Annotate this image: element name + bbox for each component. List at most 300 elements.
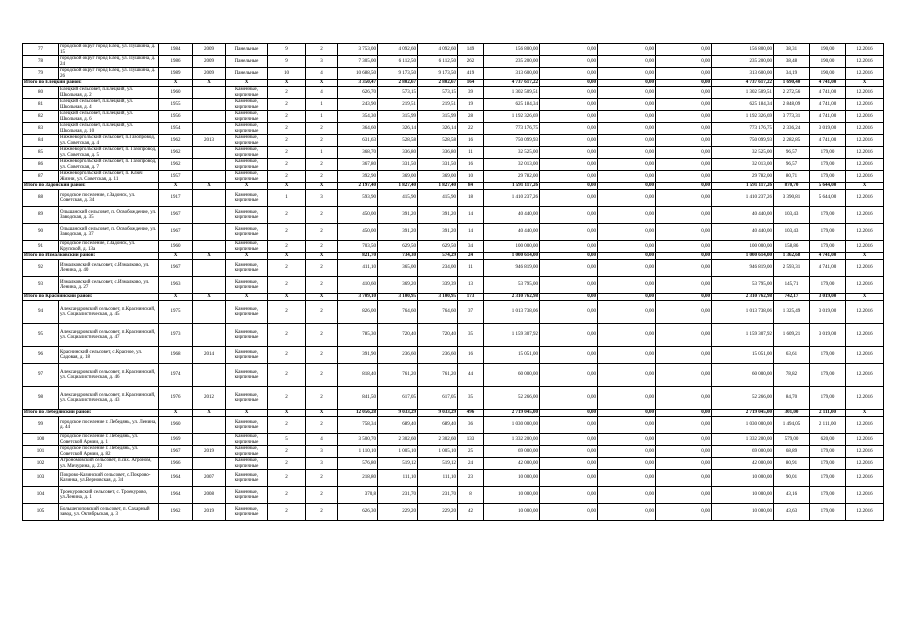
residential-area-cell: 231,70: [418, 487, 458, 504]
table-row: [23, 56, 884, 68]
owners-cost-cell: 1 591 117,26: [712, 183, 774, 190]
regional-cost-cell: 0,00: [598, 470, 656, 487]
total-cost-cell: 32 525,00: [484, 147, 540, 159]
residents-cell: 11: [458, 147, 484, 159]
living-area-cell: 1 827,40: [378, 183, 418, 190]
fund-cost-cell: 0,00: [540, 364, 598, 387]
total-area-cell: 626,70: [338, 87, 378, 99]
residential-area-cell: 720,40: [418, 324, 458, 347]
fund-cost-cell: 0,00: [540, 470, 598, 487]
address-cell: Краснинский сельсовет, с.Красное, ул. Садовая, д. 18: [59, 347, 159, 364]
table-row: [23, 224, 884, 241]
year-privatized-cell: X: [193, 253, 226, 260]
residents-cell: 16: [458, 159, 484, 171]
address-cell: Большепоповский сельсовет, п. Сахарный завод, ул. Октябрьская, д. 3: [59, 504, 159, 521]
table-row: [23, 68, 884, 80]
deadline-cell: 12.2016: [846, 487, 884, 504]
floors-cell: 2: [268, 324, 306, 347]
subtotal-label: Итого по Лебедянский район:: [23, 410, 159, 417]
residents-cell: 36: [458, 417, 484, 434]
floors-cell: 2: [268, 260, 306, 277]
total-area-cell: 3 753,00: [338, 44, 378, 56]
regional-cost-cell: 0,00: [598, 260, 656, 277]
subtotal-row: [23, 294, 884, 301]
owners-cost-cell: 32 525,00: [712, 147, 774, 159]
living-area-cell: 6 112,50: [378, 56, 418, 68]
unit-cost-cell: 1 362,68: [774, 253, 810, 260]
row-number: 94: [23, 301, 59, 324]
entrances-cell: 2: [306, 324, 338, 347]
residents-cell: 42: [458, 504, 484, 521]
owners-cost-cell: 2 310 762,98: [712, 294, 774, 301]
entrances-cell: X: [306, 183, 338, 190]
row-number: 96: [23, 347, 59, 364]
regional-cost-cell: 0,00: [598, 147, 656, 159]
total-cost-cell: 10 000,00: [484, 504, 540, 521]
max-unit-cost-cell: 3 019,00: [810, 294, 846, 301]
max-unit-cost-cell: 2 111,00: [810, 417, 846, 434]
table-row: [23, 207, 884, 224]
year-built-cell: 1967: [159, 207, 193, 224]
owners-cost-cell: 10 000,00: [712, 487, 774, 504]
residents-cell: 11: [458, 260, 484, 277]
deadline-cell: X: [846, 183, 884, 190]
unit-cost-cell: 2 282,85: [774, 135, 810, 147]
floors-cell: 2: [268, 458, 306, 470]
max-unit-cost-cell: 179,00: [810, 446, 846, 458]
max-unit-cost-cell: 179,00: [810, 207, 846, 224]
wall-material-cell: Каменные, кирпичные: [226, 470, 268, 487]
residential-area-cell: 236,60: [418, 347, 458, 364]
unit-cost-cell: 1 494,05: [774, 417, 810, 434]
total-area-cell: 12 056,28: [338, 410, 378, 417]
owners-cost-cell: 1 192 326,69: [712, 111, 774, 123]
max-unit-cost-cell: 179,00: [810, 470, 846, 487]
floors-cell: 9: [268, 44, 306, 56]
deadline-cell: 12.2016: [846, 111, 884, 123]
unit-cost-cell: 96,57: [774, 147, 810, 159]
regional-cost-cell: 0,00: [598, 80, 656, 87]
address-cell: городское поселение г. Лебедянь, ул. Советской Армии, д. 1: [59, 434, 159, 446]
year-privatized-cell: [193, 458, 226, 470]
owners-cost-cell: 1 302 509,51: [712, 87, 774, 99]
living-area-cell: 315,99: [378, 111, 418, 123]
entrances-cell: 2: [306, 224, 338, 241]
total-area-cell: 10 688,50: [338, 68, 378, 80]
wall-material-cell: Каменные, кирпичные: [226, 504, 268, 521]
address-cell: городской округ город Елец, ул. Пушкина, д. 26: [59, 68, 159, 80]
wall-material-cell: X: [226, 183, 268, 190]
table-row: [23, 135, 884, 147]
municipal-cost-cell: 0,00: [656, 417, 712, 434]
unit-cost-cell: 2 593,31: [774, 260, 810, 277]
residents-cell: 8: [458, 487, 484, 504]
residential-area-cell: 689,40: [418, 417, 458, 434]
fund-cost-cell: 0,00: [540, 80, 598, 87]
fund-cost-cell: 0,00: [540, 458, 598, 470]
row-number: 87: [23, 171, 59, 183]
wall-material-cell: X: [226, 253, 268, 260]
floors-cell: 2: [268, 387, 306, 410]
entrances-cell: 2: [306, 364, 338, 387]
residents-cell: 262: [458, 56, 484, 68]
address-cell: Нижневорголъский сельсовет, п. Ключ Жизни, ул. Советская, д. 11: [59, 171, 159, 183]
deadline-cell: 12.2016: [846, 347, 884, 364]
entrances-cell: X: [306, 410, 338, 417]
wall-material-cell: Каменные, кирпичные: [226, 171, 268, 183]
municipal-cost-cell: 0,00: [656, 224, 712, 241]
municipal-cost-cell: 0,00: [656, 56, 712, 68]
subtotal-row: [23, 183, 884, 190]
owners-cost-cell: 40 440,00: [712, 207, 774, 224]
fund-cost-cell: 0,00: [540, 159, 598, 171]
regional-cost-cell: 0,00: [598, 111, 656, 123]
subtotal-row: [23, 253, 884, 260]
deadline-cell: 12.2016: [846, 68, 884, 80]
fund-cost-cell: 0,00: [540, 487, 598, 504]
wall-material-cell: X: [226, 80, 268, 87]
total-cost-cell: 946 819,00: [484, 260, 540, 277]
residential-area-cell: 9 033,29: [418, 410, 458, 417]
year-privatized-cell: 2013: [193, 135, 226, 147]
table-row: [23, 123, 884, 135]
floors-cell: X: [268, 183, 306, 190]
deadline-cell: 12.2016: [846, 159, 884, 171]
fund-cost-cell: 0,00: [540, 183, 598, 190]
entrances-cell: 2: [306, 417, 338, 434]
address-cell: городской округ город Елец, ул. Пушкина, д. 15: [59, 44, 159, 56]
deadline-cell: X: [846, 410, 884, 417]
year-privatized-cell: [193, 224, 226, 241]
year-privatized-cell: [193, 147, 226, 159]
residential-area-cell: 629,50: [418, 241, 458, 253]
table-row: [23, 147, 884, 159]
total-cost-cell: 4 737 617,22: [484, 80, 540, 87]
wall-material-cell: Панельные: [226, 56, 268, 68]
living-area-cell: 617,05: [378, 387, 418, 410]
deadline-cell: 12.2016: [846, 301, 884, 324]
entrances-cell: 1: [306, 99, 338, 111]
year-built-cell: 1973: [159, 324, 193, 347]
wall-material-cell: Панельные: [226, 44, 268, 56]
living-area-cell: 369,20: [378, 277, 418, 294]
entrances-cell: 3: [306, 190, 338, 207]
floors-cell: X: [268, 294, 306, 301]
total-area-cell: 367,80: [338, 159, 378, 171]
unit-cost-cell: 34,19: [774, 68, 810, 80]
entrances-cell: 4: [306, 87, 338, 99]
residential-area-cell: 111,10: [418, 470, 458, 487]
entrances-cell: 2: [306, 277, 338, 294]
floors-cell: 2: [268, 99, 306, 111]
residents-cell: 34: [458, 241, 484, 253]
total-cost-cell: 1 030 000,00: [484, 417, 540, 434]
year-privatized-cell: [193, 207, 226, 224]
residents-cell: 44: [458, 364, 484, 387]
municipal-cost-cell: 0,00: [656, 68, 712, 80]
residential-area-cell: 1 005,10: [418, 446, 458, 458]
deadline-cell: 12.2016: [846, 504, 884, 521]
fund-cost-cell: 0,00: [540, 294, 598, 301]
max-unit-cost-cell: 3 019,00: [810, 123, 846, 135]
residential-area-cell: 617,05: [418, 387, 458, 410]
residents-cell: 133: [458, 434, 484, 446]
table-row: [23, 364, 884, 387]
table-body: [23, 44, 884, 521]
total-area-cell: 243,90: [338, 99, 378, 111]
year-privatized-cell: X: [193, 80, 226, 87]
total-area-cell: 593,90: [338, 190, 378, 207]
year-privatized-cell: [193, 87, 226, 99]
total-area-cell: 826,00: [338, 301, 378, 324]
entrances-cell: 2: [306, 159, 338, 171]
floors-cell: 1: [268, 190, 306, 207]
year-built-cell: 1968: [159, 347, 193, 364]
living-area-cell: 1 005,10: [378, 446, 418, 458]
wall-material-cell: Каменные, кирпичные: [226, 387, 268, 410]
entrances-cell: 2: [306, 347, 338, 364]
municipal-cost-cell: 0,00: [656, 111, 712, 123]
unit-cost-cell: 3 390,81: [774, 190, 810, 207]
total-area-cell: 3 500,70: [338, 434, 378, 446]
deadline-cell: 12.2016: [846, 147, 884, 159]
residential-area-cell: 369,00: [418, 171, 458, 183]
row-number: 78: [23, 56, 59, 68]
total-area-cell: 392,90: [338, 171, 378, 183]
floors-cell: 2: [268, 241, 306, 253]
year-built-cell: 1962: [159, 135, 193, 147]
residents-cell: 496: [458, 410, 484, 417]
regional-cost-cell: 0,00: [598, 183, 656, 190]
municipal-cost-cell: 0,00: [656, 44, 712, 56]
entrances-cell: 2: [306, 487, 338, 504]
entrances-cell: 1: [306, 111, 338, 123]
owners-cost-cell: 1 013 738,06: [712, 301, 774, 324]
table-row: [23, 347, 884, 364]
housing-repair-table: [22, 43, 884, 521]
municipal-cost-cell: 0,00: [656, 410, 712, 417]
living-area-cell: 761,20: [378, 364, 418, 387]
floors-cell: 2: [268, 123, 306, 135]
fund-cost-cell: 0,00: [540, 387, 598, 410]
municipal-cost-cell: 0,00: [656, 387, 712, 410]
year-privatized-cell: X: [193, 183, 226, 190]
address-cell: Александровский сельсовет, п.Краснинский, ул. Социалистическая, д. 47: [59, 324, 159, 347]
floors-cell: 2: [268, 364, 306, 387]
wall-material-cell: Каменные, кирпичные: [226, 446, 268, 458]
address-cell: Измалковский сельсовет, с.Измалково, ул. Ленина, д. 27: [59, 277, 159, 294]
year-built-cell: 1967: [159, 224, 193, 241]
table-row: [23, 111, 884, 123]
address-cell: городское поселение, г.Задонск, ул. Крупской, д. 13а: [59, 241, 159, 253]
regional-cost-cell: 0,00: [598, 347, 656, 364]
regional-cost-cell: 0,00: [598, 241, 656, 253]
regional-cost-cell: 0,00: [598, 364, 656, 387]
owners-cost-cell: 156 800,00: [712, 44, 774, 56]
address-cell: городское поселение г. Лебедянь, ул. Ленина, д. 44: [59, 417, 159, 434]
living-area-cell: 9 173,50: [378, 68, 418, 80]
entrances-cell: 3: [306, 446, 338, 458]
residential-area-cell: 229,20: [418, 504, 458, 521]
living-area-cell: 231,70: [378, 487, 418, 504]
entrances-cell: X: [306, 294, 338, 301]
residential-area-cell: 234,00: [418, 260, 458, 277]
total-area-cell: 410,60: [338, 277, 378, 294]
living-area-cell: 629,50: [378, 241, 418, 253]
total-cost-cell: 40 440,00: [484, 224, 540, 241]
wall-material-cell: Каменные, кирпичные: [226, 434, 268, 446]
residential-area-cell: 315,99: [418, 111, 458, 123]
fund-cost-cell: 0,00: [540, 446, 598, 458]
regional-cost-cell: 0,00: [598, 301, 656, 324]
subtotal-label: Итого по Елецкий район:: [23, 80, 159, 87]
row-number: 81: [23, 99, 59, 111]
wall-material-cell: Каменные, кирпичные: [226, 458, 268, 470]
residents-cell: 173: [458, 294, 484, 301]
wall-material-cell: Каменные, кирпичные: [226, 224, 268, 241]
regional-cost-cell: 0,00: [598, 504, 656, 521]
address-cell: Измалковский сельсовет, с.Измалково, ул. Ленина, д. 40: [59, 260, 159, 277]
municipal-cost-cell: 0,00: [656, 324, 712, 347]
total-area-cell: 1 110,10: [338, 446, 378, 458]
subtotal-row: [23, 80, 884, 87]
deadline-cell: 12.2016: [846, 387, 884, 410]
residents-cell: 84: [458, 183, 484, 190]
year-built-cell: X: [159, 410, 193, 417]
table-row: [23, 458, 884, 470]
wall-material-cell: Каменные, кирпичные: [226, 417, 268, 434]
max-unit-cost-cell: 179,00: [810, 171, 846, 183]
max-unit-cost-cell: 190,00: [810, 44, 846, 56]
address-cell: Ольшанский сельсовет, п. Освобождение, ул. Заводская, д. 35: [59, 207, 159, 224]
municipal-cost-cell: 0,00: [656, 253, 712, 260]
municipal-cost-cell: 0,00: [656, 159, 712, 171]
total-cost-cell: 1 302 509,51: [484, 87, 540, 99]
total-cost-cell: 2 310 762,98: [484, 294, 540, 301]
fund-cost-cell: 0,00: [540, 44, 598, 56]
year-privatized-cell: [193, 111, 226, 123]
year-built-cell: 1954: [159, 123, 193, 135]
year-built-cell: 1989: [159, 68, 193, 80]
wall-material-cell: Каменные, кирпичные: [226, 347, 268, 364]
municipal-cost-cell: 0,00: [656, 135, 712, 147]
residents-cell: 35: [458, 387, 484, 410]
address-cell: городской округ город Елец, ул. Пушкина, д. 24: [59, 56, 159, 68]
municipal-cost-cell: 0,00: [656, 123, 712, 135]
unit-cost-cell: 96,57: [774, 159, 810, 171]
year-privatized-cell: [193, 434, 226, 446]
living-area-cell: 111,10: [378, 470, 418, 487]
residents-cell: 18: [458, 190, 484, 207]
year-built-cell: 1963: [159, 277, 193, 294]
year-built-cell: X: [159, 183, 193, 190]
year-built-cell: 1955: [159, 99, 193, 111]
residential-area-cell: 3 100,95: [418, 294, 458, 301]
owners-cost-cell: 100 000,00: [712, 241, 774, 253]
entrances-cell: 4: [306, 434, 338, 446]
floors-cell: 10: [268, 68, 306, 80]
unit-cost-cell: 38,31: [774, 44, 810, 56]
table-row: [23, 44, 884, 56]
fund-cost-cell: 0,00: [540, 68, 598, 80]
entrances-cell: 4: [306, 68, 338, 80]
row-number: 104: [23, 487, 59, 504]
living-area-cell: 229,20: [378, 504, 418, 521]
living-area-cell: 9 033,29: [378, 410, 418, 417]
subtotal-label: Итого по Краснинский район:: [23, 294, 159, 301]
entrances-cell: 2: [306, 301, 338, 324]
entrances-cell: 3: [306, 458, 338, 470]
living-area-cell: 365,00: [378, 260, 418, 277]
year-privatized-cell: 2009: [193, 44, 226, 56]
row-number: 84: [23, 135, 59, 147]
municipal-cost-cell: 0,00: [656, 301, 712, 324]
deadline-cell: 12.2016: [846, 434, 884, 446]
total-area-cell: 364,60: [338, 123, 378, 135]
floors-cell: 2: [268, 207, 306, 224]
deadline-cell: X: [846, 253, 884, 260]
municipal-cost-cell: 0,00: [656, 277, 712, 294]
residents-cell: 16: [458, 135, 484, 147]
row-number: 88: [23, 190, 59, 207]
regional-cost-cell: 0,00: [598, 44, 656, 56]
address-cell: Покрово-Казинский сельсовет, с.Покрово-Казинка, ул.Верновская, д. 34: [59, 470, 159, 487]
fund-cost-cell: 0,00: [540, 123, 598, 135]
residents-cell: 16: [458, 347, 484, 364]
fund-cost-cell: 0,00: [540, 224, 598, 241]
max-unit-cost-cell: 179,00: [810, 504, 846, 521]
owners-cost-cell: 52 266,00: [712, 387, 774, 410]
max-unit-cost-cell: 3 019,00: [810, 301, 846, 324]
wall-material-cell: Каменные, кирпичные: [226, 123, 268, 135]
subtotal-label: Итого по Измалковский район:: [23, 253, 159, 260]
floors-cell: 2: [268, 135, 306, 147]
living-area-cell: 415,90: [378, 190, 418, 207]
address-cell: Александровский сельсовет, п.Краснинский, ул. Социалистическая, д. 45: [59, 301, 159, 324]
address-cell: Нижневорголъский сельсовет, п.Газопровод, ул. Советская, д. 4: [59, 135, 159, 147]
residential-area-cell: 1 827,40: [418, 183, 458, 190]
max-unit-cost-cell: 4 741,00: [810, 80, 846, 87]
deadline-cell: 12.2016: [846, 135, 884, 147]
owners-cost-cell: 946 819,00: [712, 260, 774, 277]
living-area-cell: 2 302,60: [378, 434, 418, 446]
living-area-cell: 519,12: [378, 458, 418, 470]
residential-area-cell: 415,90: [418, 190, 458, 207]
entrances-cell: 2: [306, 123, 338, 135]
living-area-cell: 391,20: [378, 207, 418, 224]
year-built-cell: 1962: [159, 159, 193, 171]
owners-cost-cell: 1 410 237,26: [712, 190, 774, 207]
year-built-cell: X: [159, 253, 193, 260]
total-cost-cell: 625 184,34: [484, 99, 540, 111]
total-area-cell: 626,30: [338, 504, 378, 521]
owners-cost-cell: 42 000,00: [712, 458, 774, 470]
residents-cell: 28: [458, 111, 484, 123]
deadline-cell: 12.2016: [846, 171, 884, 183]
residential-area-cell: 326,14: [418, 123, 458, 135]
municipal-cost-cell: 0,00: [656, 87, 712, 99]
max-unit-cost-cell: 179,00: [810, 224, 846, 241]
year-built-cell: 1964: [159, 487, 193, 504]
total-cost-cell: 100 000,00: [484, 241, 540, 253]
entrances-cell: 2: [306, 171, 338, 183]
year-built-cell: 1974: [159, 364, 193, 387]
total-cost-cell: 773 176,75: [484, 123, 540, 135]
total-cost-cell: 235 200,00: [484, 56, 540, 68]
total-area-cell: 370,8: [338, 487, 378, 504]
residential-area-cell: 6 112,50: [418, 56, 458, 68]
unit-cost-cell: 1 325,49: [774, 301, 810, 324]
